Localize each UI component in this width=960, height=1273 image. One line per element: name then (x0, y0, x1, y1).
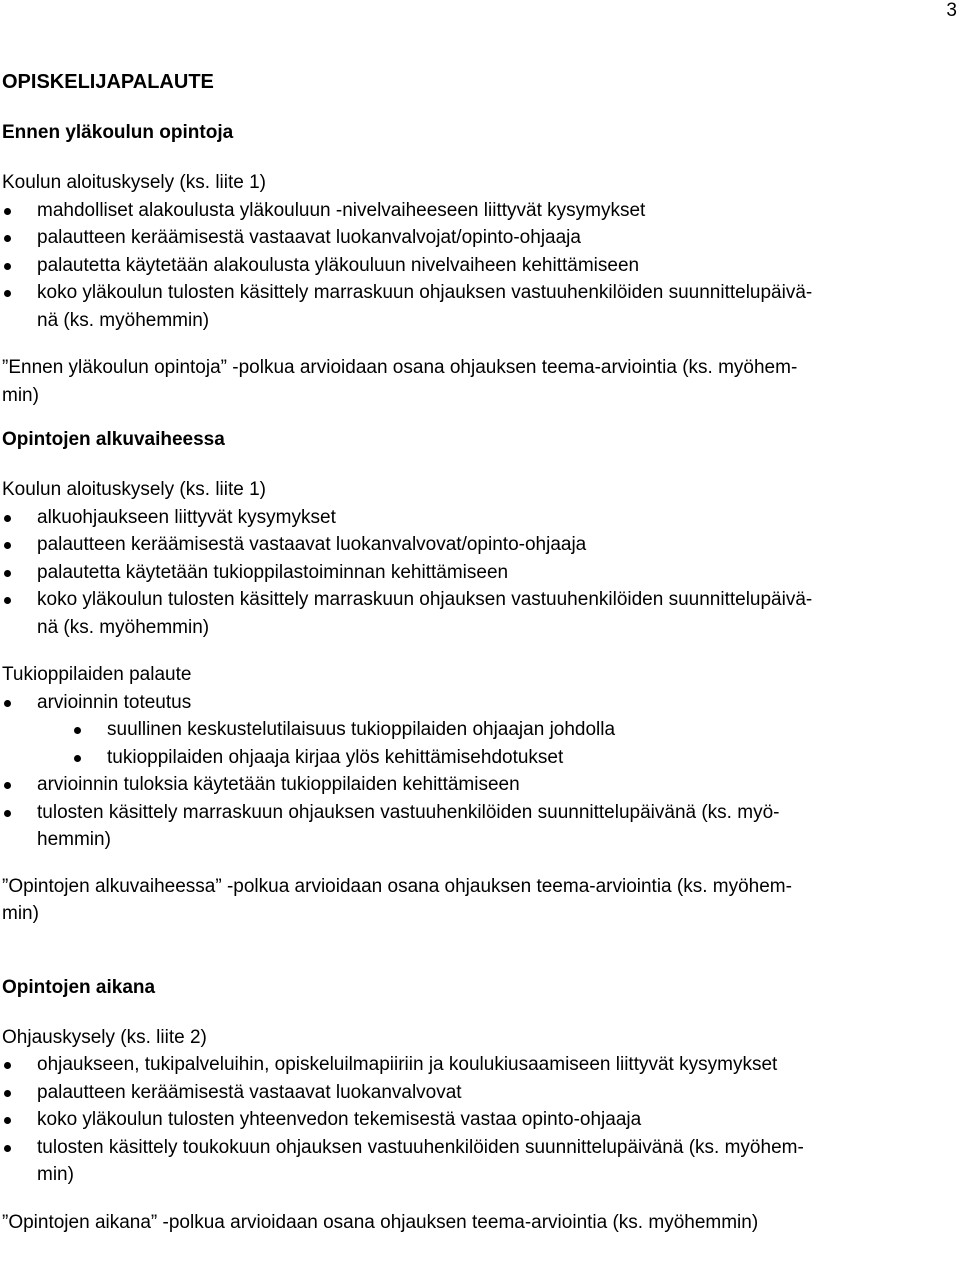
list-item: palautteen keräämisestä vastaavat luokanvalvojat/opinto-ohjaaja (2, 224, 952, 252)
list-item-text: nä (ks. myöhemmin) (37, 616, 210, 638)
summary-text: min) (2, 903, 39, 924)
survey-reference: Ohjauskysely (ks. liite 2) (2, 1026, 207, 1048)
list-item: tukioppilaiden ohjaaja kirjaa ylös kehittämisehdotukset (2, 744, 952, 772)
list-item-text: hemmin) (37, 829, 111, 850)
list-item: arvioinnin tuloksia käytetään tukioppilaiden kehittämiseen (2, 771, 952, 799)
bullet-list (2, 197, 952, 335)
page-number: 3 (946, 0, 957, 21)
bullet-list (2, 771, 952, 854)
bullet-list (2, 1051, 952, 1189)
survey-reference: Koulun aloituskysely (ks. liite 1) (2, 479, 266, 500)
list-item-text: tulosten käsittely marraskuun ohjauksen vastuuhenkilöiden suunnittelupäivänä (ks. myö- (37, 801, 780, 823)
list-item: palautetta käytetään tukioppilastoiminnan kehittämiseen (2, 559, 952, 587)
summary-text: ”Opintojen aikana” -polkua arvioidaan osana ohjauksen teema-arviointia (ks. myöhemmin) (2, 1211, 759, 1233)
document-title: OPISKELIJAPALAUTE (2, 71, 214, 93)
section-heading-ennen: Ennen yläkoulun opintoja (2, 122, 234, 143)
survey-reference: Koulun aloituskysely (ks. liite 1) (2, 172, 266, 193)
bullet-list (2, 504, 952, 642)
summary-paragraph (2, 1209, 952, 1237)
list-item: mahdolliset alakoulusta yläkouluun -nivelvaiheeseen liittyvät kysymykset (2, 197, 952, 225)
list-item-text: koko yläkoulun tulosten käsittely marraskuun ohjauksen vastuuhenkilöiden suunnittelupäivä- (37, 282, 813, 303)
summary-paragraph (2, 873, 952, 928)
list-item (2, 1134, 952, 1189)
list-item: palautteen keräämisestä vastaavat luokanvalvovat/opinto-ohjaaja (2, 531, 952, 559)
list-item: ohjaukseen, tukipalveluihin, opiskeluilmapiiriin ja koulukiusaamiseen liittyvät kysymykset (2, 1051, 952, 1079)
list-item (2, 799, 952, 854)
list-item-text: koko yläkoulun tulosten käsittely marraskuun ohjauksen vastuuhenkilöiden suunnittelupäivä- (37, 589, 813, 610)
nested-bullet-list (2, 716, 952, 771)
summary-paragraph (2, 354, 952, 409)
summary-text: ”Ennen yläkoulun opintoja” -polkua arvioidaan osana ohjauksen teema-arviointia (ks. myöhem- (2, 357, 798, 378)
list-item-text: min) (37, 1164, 74, 1185)
list-item: palautteen keräämisestä vastaavat luokanvalvovat (2, 1079, 952, 1107)
list-item: suullinen keskustelutilaisuus tukioppilaiden ohjaajan johdolla (2, 716, 952, 744)
subsection-heading: Tukioppilaiden palaute (2, 664, 192, 685)
list-item: arvioinnin toteutus (2, 689, 952, 717)
document-body (2, 69, 952, 1236)
list-item (2, 586, 952, 641)
section-heading-alkuvaiheessa: Opintojen alkuvaiheessa (2, 429, 225, 450)
summary-text: min) (2, 384, 39, 406)
list-item (2, 279, 952, 334)
bullet-list (2, 689, 952, 717)
list-item: alkuohjaukseen liittyvät kysymykset (2, 504, 952, 532)
summary-text: ”Opintojen alkuvaiheessa” -polkua arvioidaan osana ohjauksen teema-arviointia (ks. myöhem- (2, 875, 792, 897)
list-item: palautetta käytetään alakoulusta yläkouluun nivelvaiheen kehittämiseen (2, 252, 952, 280)
section-heading-aikana: Opintojen aikana (2, 976, 156, 998)
list-item-text: tulosten käsittely toukokuun ohjauksen vastuuhenkilöiden suunnittelupäivänä (ks. myöhem- (37, 1136, 804, 1158)
list-item-text: nä (ks. myöhemmin) (37, 309, 210, 331)
list-item: koko yläkoulun tulosten yhteenvedon tekemisestä vastaa opinto-ohjaaja (2, 1106, 952, 1134)
